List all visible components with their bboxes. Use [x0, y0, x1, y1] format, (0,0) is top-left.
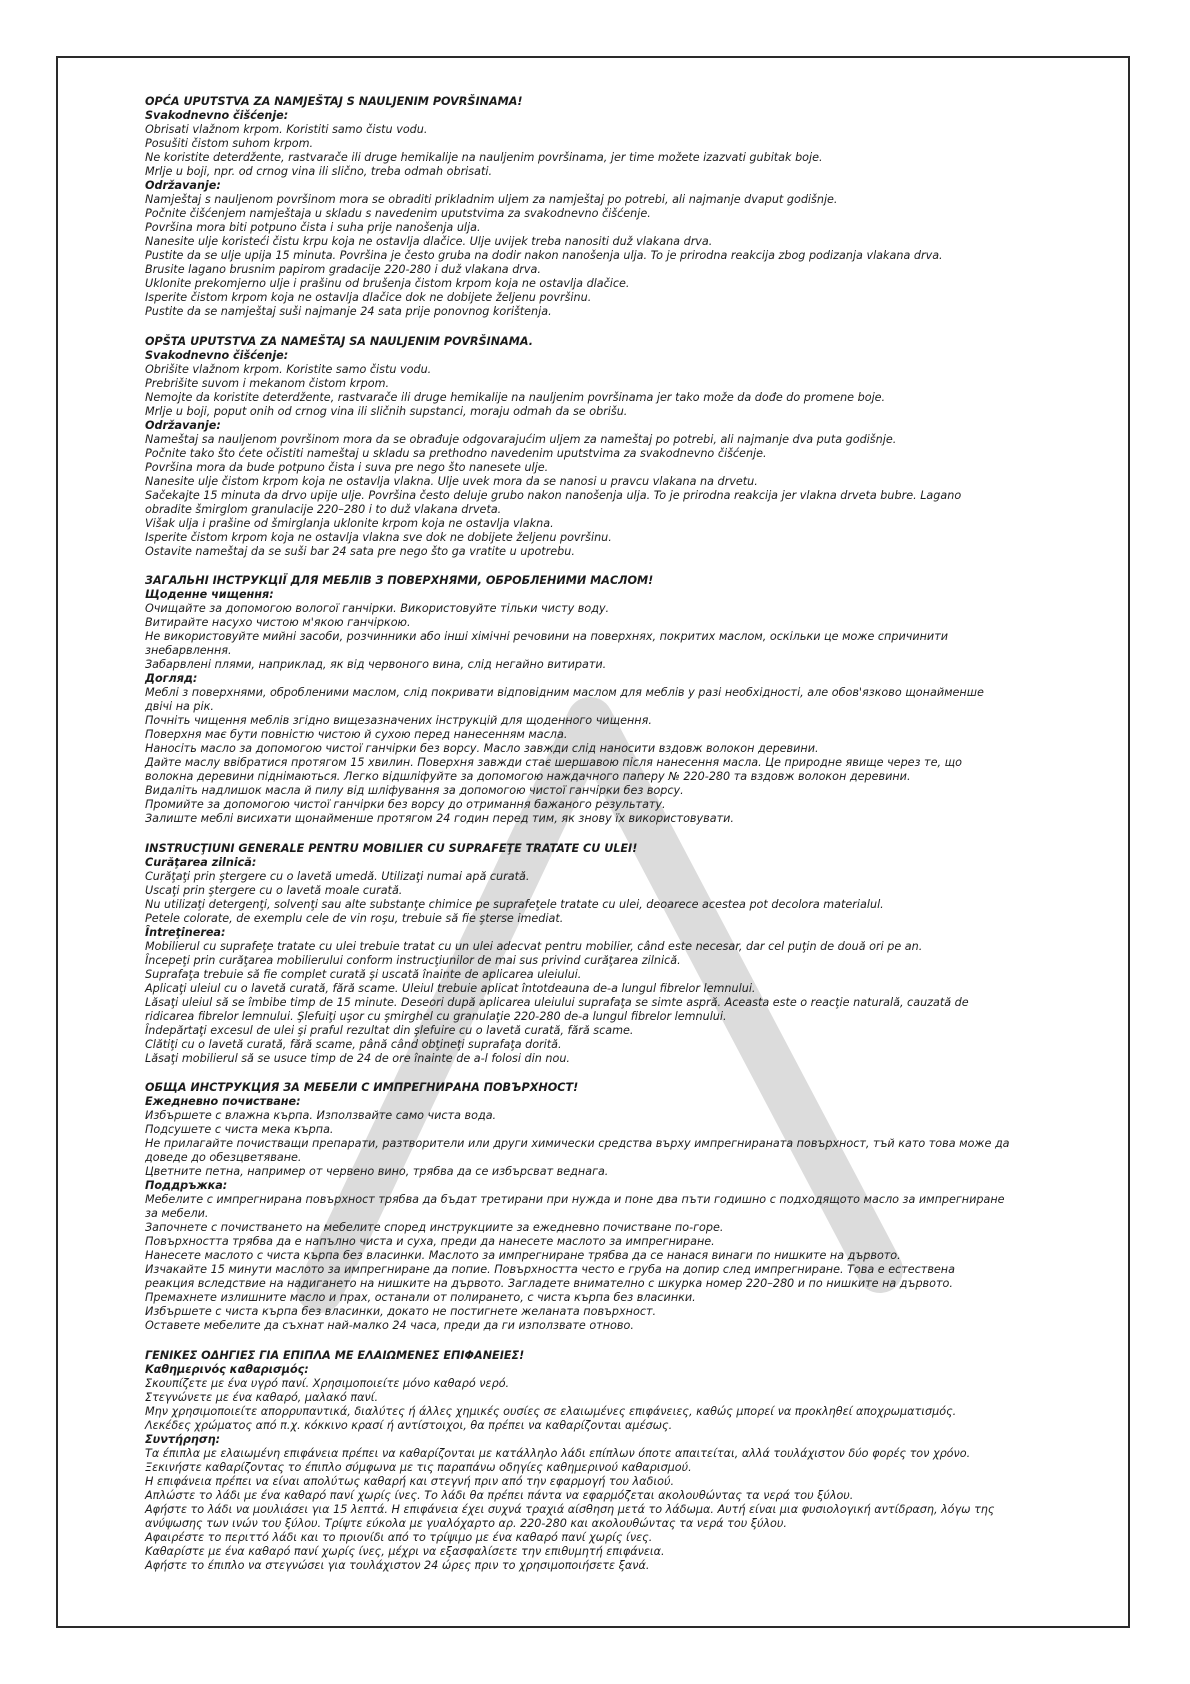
instruction-line: доведе до обезцветяване. [145, 1151, 302, 1164]
instruction-line: Višak ulja i prašine od šmirglanja uklonite krpom koja ne ostavlja vlakna. [145, 516, 554, 530]
instruction-line: Lăsaţi uleiul să se îmbibe timp de 15 minute. Deseori după aplicarea uleiului suprafaţa se simte aspră. Aceasta este o reacţie naturală, cauzată de [145, 995, 969, 1009]
instruction-line: волокна деревини піднімаються. Легко відшліфуйте за допомогою наждачного паперу № 220-280 та вздовж волокон деревини. [145, 770, 911, 783]
instruction-line: Ξεκινήστε καθαρίζοντας το έπιπλο σύμφωνα με τις παραπάνω οδηγίες καθημερινού καθαρισμού. [145, 1460, 692, 1474]
section-title: INSTRUCŢIUNI GENERALE PENTRU MOBILIER CU SUPRAFEŢE TRATATE CU ULEI! [145, 841, 638, 855]
instruction-line: Не використовуйте мийні засоби, розчинники або інші хімічні речовини на поверхнях, покритих маслом, оскільки це може спричинити [145, 630, 948, 643]
section-title: ОБЩА ИНСТРУКЦИЯ ЗА МЕБЕЛИ С ИМПРЕГНИРАНА ПОВЪРХНОСТ! [145, 1081, 579, 1094]
instruction-line: Îndepărtaţi excesul de ulei şi praful rezultat din şlefuire cu o lavetă curată, fără scame. [145, 1023, 634, 1037]
instruction-line: Sačekajte 15 minuta da drvo upije ulje. Površina često deluje grubo nakon nanošenja ulja. To je prirodna reakcija jer vlakna drveta bubre. Lagano [145, 488, 962, 502]
instruction-line: Αφήστε το έπιπλο να στεγνώσει για τουλάχιστον 24 ώρες πριν το χρησιμοποιήσετε ξανά. [145, 1558, 650, 1572]
instruction-line: Prebrišite suvom i mekanom čistom krpom. [145, 376, 390, 390]
instruction-line: Pustite da se ulje upija 15 minuta. Površina je često gruba na dodir nakon nanošenja ulja. To je prirodna reakcija zbog podizanja vlakana drva. [145, 249, 943, 262]
instruction-line: Забарвлені плями, наприклад, як від червоного вина, слід негайно витирати. [145, 658, 607, 671]
instruction-line: Цветните петна, например от червено вино, трябва да се избърсват веднага. [145, 1165, 609, 1178]
instruction-line: Мебелите с импрегнирана повърхност трябва да бъдат третирани при нужда и поне два пъти годишно с подходящото масло за импрегниране [145, 1193, 1005, 1206]
daily-cleaning-heading: Curăţarea zilnică: [145, 855, 257, 869]
maintenance-heading: Поддръжка: [145, 1179, 228, 1192]
section-croatian [145, 95, 1045, 319]
instruction-line: Оставете мебелите да съхнат най-малко 24 часа, преди да ги използвате отново. [145, 1319, 634, 1332]
instruction-line: Počnite tako što ćete očistiti nameštaj u skladu sa prethodno navedenim uputstvima za svakodnevno čišćenje. [145, 446, 767, 460]
instruction-line: Премахнете излишните масло и прах, останали от полирането, с чиста кърпа без власинки. [145, 1291, 696, 1304]
instruction-line: Isperite čistom krpom koja ne ostavlja dlačice dok ne dobijete željenu površinu. [145, 291, 592, 304]
instruction-line: Поверхня має бути повністю чистою й сухою перед нанесенням масла. [145, 728, 568, 741]
section-bulgarian [145, 1081, 1045, 1333]
maintenance-heading: Održavanje: [145, 418, 221, 432]
instruction-line: Mrlje u boji, poput onih od crnog vina ili sličnih supstanci, moraju odmah da se obrišu. [145, 404, 628, 418]
instruction-line: Λεκέδες χρώματος από π.χ. κόκκινο κρασί ή αντίστοιχοι, θα πρέπει να καθαρίζονται αμέσως. [145, 1418, 673, 1432]
instruction-line: Površina mora da bude potpuno čista i suva pre nego što nanesete ulje. [145, 460, 549, 474]
section-title: OPŠTA UPUTSTVA ZA NAMEŠTAJ SA NAULJENIM POVRŠINAMA. [145, 334, 533, 348]
instruction-line: за мебели. [145, 1207, 209, 1220]
instruction-line: Brusite lagano brusnim papirom gradacije 220-280 i duž vlakana drva. [145, 263, 541, 276]
instruction-line: Меблі з поверхнями, обробленими маслом, слід покривати відповідним маслом для меблів у разі необхідності, але обов'язково щонайменше [145, 686, 984, 699]
instruction-line: Τα έπιπλα με ελαιωμένη επιφάνεια πρέπει να καθαρίζονται με κατάλληλο λάδι επίπλων όποτε απαιτείται, αλλά τουλάχιστον δύο φορές τον χρόνο. [145, 1446, 971, 1460]
instruction-line: Uscaţi prin ştergere cu o lavetă moale curată. [145, 883, 403, 897]
daily-cleaning-heading: Καθημερινός καθαρισμός: [145, 1362, 309, 1376]
instruction-line: Nameštaj sa nauljenom površinom mora da se obrađuje odgovarajućim uljem za nameštaj po potrebi, ali najmanje dva puta godišnje. [145, 432, 897, 446]
instruction-line: Подсушете с чиста мека кърпа. [145, 1123, 334, 1136]
section-romanian [145, 842, 1045, 1066]
instruction-line: Започнете с почистването на мебелите според инструкциите за ежедневно почистване по-горе. [145, 1221, 724, 1234]
section-title: ΓΕΝΙΚΕΣ ΟΔΗΓΙΕΣ ΓΙΑ ΕΠΙΠΛΑ ΜΕ ΕΛΑΙΩΜΕΝΕΣ ΕΠΙΦΑΝΕΙΕΣ! [145, 1348, 525, 1362]
daily-cleaning-heading: Svakodnevno čišćenje: [145, 348, 289, 362]
daily-cleaning-heading: Svakodnevno čišćenje: [145, 109, 289, 122]
instruction-line: Καθαρίστε με ένα καθαρό πανί χωρίς ίνες, μέχρι να εξασφαλίσετε την επιθυμητή επιφάνεια. [145, 1544, 665, 1558]
daily-cleaning-heading: Ежедневно почистване: [145, 1095, 301, 1108]
instruction-line: Nemojte da koristite deterdžente, rastvarače ili druge hemikalije na nauljenim površinama jer tako može da dođe do promene boje. [145, 390, 886, 404]
instruction-line: знебарвлення. [145, 644, 232, 657]
instruction-line: Избършете с влажна кърпа. Използвайте само чиста вода. [145, 1109, 497, 1122]
instruction-line: Αφήστε το λάδι να μουλιάσει για 15 λεπτά. Η επιφάνεια έχει συχνά τραχιά αίσθηση μετά το λάδωμα. Αυτή είναι μια φυσιολογική αντίδραση, λόγω της [145, 1502, 995, 1516]
instruction-line: Промийте за допомогою чистої ганчірки без ворсу до отримання бажаного результату. [145, 798, 666, 811]
instruction-line: Petele colorate, de exemplu cele de vin roşu, trebuie să fie şterse imediat. [145, 911, 564, 925]
maintenance-heading: Întreţinerea: [145, 925, 226, 939]
instruction-line: Obrisati vlažnom krpom. Koristiti samo čistu vodu. [145, 123, 428, 136]
instruction-line: Ne koristite deterdžente, rastvarače ili druge hemikalije na nauljenim površinama, jer time možete izazvati gubitak boje. [145, 151, 823, 164]
instruction-line: Lăsaţi mobilierul să se usuce timp de 24 de ore înainte de a-l folosi din nou. [145, 1051, 570, 1065]
section-ukrainian [145, 574, 1045, 826]
document-body [145, 95, 1045, 1573]
instruction-line: Не прилагайте почистващи препарати, разтворители или други химически средства върху импрегнираната повърхност, тъй като това може да [145, 1137, 1010, 1150]
instruction-line: Повърхността трябва да е напълно чиста и суха, преди да нанесете маслото за импрегниране. [145, 1235, 715, 1248]
instruction-line: Почніть чищення меблів згідно вищезазначених інструкцій для щоденного чищення. [145, 714, 652, 727]
instruction-line: Очищайте за допомогою вологої ганчірки. Використовуйте тільки чисту воду. [145, 602, 610, 615]
instruction-line: Obrišite vlažnom krpom. Koristite samo čistu vodu. [145, 362, 432, 376]
instruction-line: Nanesite ulje čistom krpom koja ne ostavlja vlakna. Ulje uvek mora da se nanosi u pravcu vlakana na drvetu. [145, 474, 758, 488]
instruction-line: Дайте маслу ввібратися протягом 15 хвилин. Поверхня завжди стає шершавою після нанесення масла. Це природне явище через те, що [145, 756, 962, 769]
instruction-line: двічі на рік. [145, 700, 214, 713]
instruction-line: Curăţaţi prin ştergere cu o lavetă umedă. Utilizaţi numai apă curată. [145, 869, 530, 883]
instruction-line: Ostavite nameštaj da se suši bar 24 sata pre nego što ga vratite u upotrebu. [145, 544, 575, 558]
instruction-line: Mobilierul cu suprafeţe tratate cu ulei trebuie tratat cu un ulei adecvat pentru mobilier, când este necesar, dar cel puţin de două ori pe an. [145, 939, 923, 953]
maintenance-heading: Догляд: [145, 672, 198, 685]
instruction-line: Витирайте насухо чистою м'якою ганчіркою. [145, 616, 411, 629]
instruction-line: Nu utilizaţi detergenţi, solvenţi sau alte substanţe chimice pe suprafeţele tratate cu ulei, deoarece acestea pot decolora materialul. [145, 897, 884, 911]
instruction-line: ridicarea fibrelor lemnului. Şlefuiţi uşor cu şmirghel cu granulaţie 220-280 de-a lungul fibrelor lemnului. [145, 1009, 727, 1023]
instruction-line: Η επιφάνεια πρέπει να είναι απολύτως καθαρή και στεγνή πριν από την εφαρμογή του λαδιού. [145, 1474, 675, 1488]
maintenance-heading: Održavanje: [145, 179, 221, 192]
section-serbian [145, 335, 1045, 559]
section-greek [145, 1349, 1045, 1573]
instruction-line: obradite šmirglom granulacije 220–280 i to duž vlakana drveta. [145, 502, 502, 516]
instruction-line: Mrlje u boji, npr. od crnog vina ili slično, treba odmah obrisati. [145, 165, 493, 178]
section-title: ЗАГАЛЬНІ ІНСТРУКЦІЇ ДЛЯ МЕБЛІВ З ПОВЕРХНЯМИ, ОБРОБЛЕНИМИ МАСЛОМ! [145, 574, 654, 587]
instruction-line: ανύψωσης των ινών του ξύλου. Τρίψτε εύκολα με γυαλόχαρτο αρ. 220-280 και ακολουθώντας τα νερά του ξύλου. [145, 1516, 787, 1530]
instruction-line: Μην χρησιμοποιείτε απορρυπαντικά, διαλύτες ή άλλες χημικές ουσίες σε ελαιωμένες επιφάνειες, καθώς μπορεί να προκληθεί αποχρωματισμός. [145, 1404, 957, 1418]
instruction-line: Избършете с чиста кърпа без власинки, докато не постигнете желаната повърхност. [145, 1305, 657, 1318]
instruction-line: Αφαιρέστε το περιττό λάδι και το πριονίδι από το τρίψιμο με ένα καθαρό πανί χωρίς ίνες. [145, 1530, 653, 1544]
instruction-line: Uklonite prekomjerno ulje i prašinu od brušenja čistom krpom koja ne ostavlja dlačice. [145, 277, 630, 290]
instruction-line: Изчакайте 15 минути маслото за импрегниране да попие. Повърхността често е груба на допир след импрегниране. Това е естествена [145, 1263, 955, 1276]
instruction-line: Απλώστε το λάδι με ένα καθαρό πανί χωρίς ίνες. Το λάδι θα πρέπει πάντα να εφαρμόζεται ακολουθώντας τα νερά του ξύλου. [145, 1488, 854, 1502]
instruction-line: Σκουπίζετε με ένα υγρό πανί. Χρησιμοποιείτε μόνο καθαρό νερό. [145, 1376, 510, 1390]
instruction-line: Namještaj s nauljenom površinom mora se obraditi prikladnim uljem za namještaj po potrebi, ali najmanje dvaput godišnje. [145, 193, 838, 206]
maintenance-heading: Συντήρηση: [145, 1432, 221, 1446]
instruction-line: Posušiti čistom suhom krpom. [145, 137, 314, 150]
instruction-line: Наносіть масло за допомогою чистої ганчірки без ворсу. Масло завжди слід наносити вздовж волокон деревини. [145, 742, 819, 755]
instruction-line: Нанесете маслото с чиста кърпа без власинки. Маслото за импрегниране трябва да се нанася винаги по нишките на дървото. [145, 1249, 901, 1262]
daily-cleaning-heading: Щоденне чищення: [145, 588, 274, 601]
section-title: OPĆA UPUTSTVA ZA NAMJEŠTAJ S NAULJENIM POVRŠINAMA! [145, 95, 523, 108]
instruction-line: Залиште меблі висихати щонайменше протягом 24 годин перед тим, як знову їх використовувати. [145, 812, 734, 825]
instruction-line: Clătiţi cu o lavetă curată, fără scame, până când obţineţi suprafaţa dorită. [145, 1037, 562, 1051]
instruction-line: Počnite čišćenjem namještaja u skladu s navedenim uputstvima za svakodnevno čišćenje. [145, 207, 651, 220]
instruction-line: Στεγνώνετε με ένα καθαρό, μαλακό πανί. [145, 1390, 379, 1404]
instruction-line: Površina mora biti potpuno čista i suha prije nanošenja ulja. [145, 221, 481, 234]
instruction-line: Începeţi prin curăţarea mobilierului conform instrucţiunilor de mai sus privind curăţarea zilnică. [145, 953, 681, 967]
instruction-line: Pustite da se namještaj suši najmanje 24 sata prije ponovnog korištenja. [145, 305, 552, 318]
instruction-line: реакция вследствие на надигането на нишките на дървото. Загладете внимателно с шкурка номер 220–280 и по нишките на дървото. [145, 1277, 953, 1290]
instruction-line: Suprafaţa trebuie să fie complet curată şi uscată înainte de aplicarea uleiului. [145, 967, 582, 981]
instruction-line: Isperite čistom krpom koja ne ostavlja vlakna sve dok ne dobijete željenu površinu. [145, 530, 612, 544]
instruction-line: Aplicaţi uleiul cu o lavetă curată, fără scame. Uleiul trebuie aplicat întotdeauna de-a lungul fibrelor lemnului. [145, 981, 756, 995]
instruction-line: Видаліть надлишок масла й пилу від шліфування за допомогою чистої ганчірки без ворсу. [145, 784, 684, 797]
instruction-line: Nanesite ulje koristeći čistu krpu koja ne ostavlja dlačice. Ulje uvijek treba nanositi duž vlakana drva. [145, 235, 713, 248]
